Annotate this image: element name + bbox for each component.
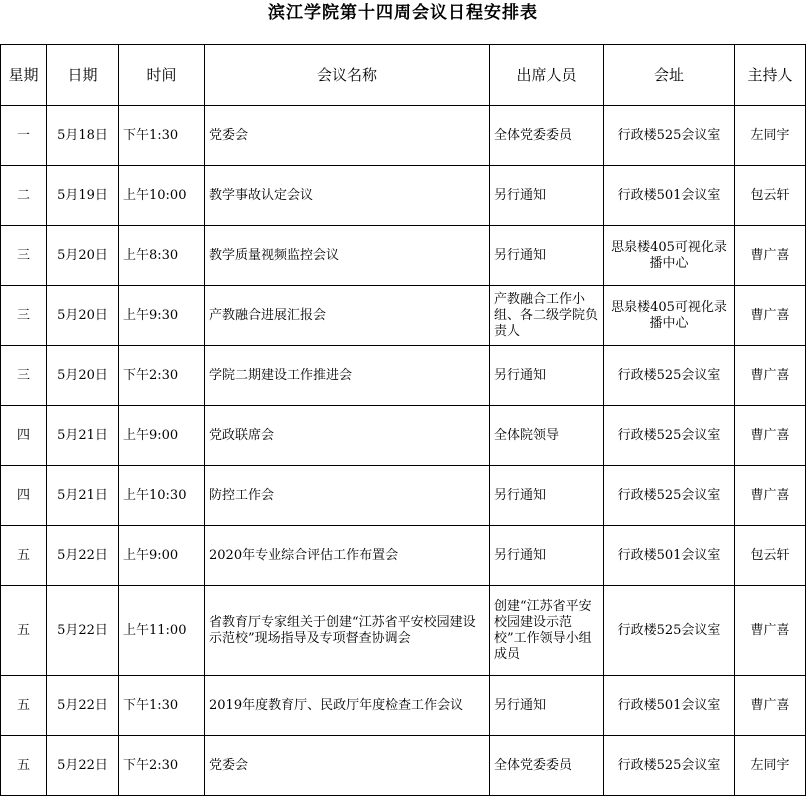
venue-cell: 行政楼525会议室 — [604, 466, 735, 526]
time-cell: 下午1:30 — [119, 676, 205, 736]
weekday-cell: 三 — [1, 226, 47, 286]
col-header-date: 日期 — [47, 45, 119, 106]
table-row — [1, 286, 806, 346]
time-cell: 下午1:30 — [119, 106, 205, 166]
host-cell: 曹广喜 — [735, 586, 806, 676]
col-header-venue: 会址 — [604, 45, 735, 106]
attendees-cell: 另行通知 — [490, 676, 604, 736]
time-cell: 上午8:30 — [119, 226, 205, 286]
meeting-name-cell: 党委会 — [205, 106, 490, 166]
header-row — [1, 45, 806, 106]
table-row — [1, 466, 806, 526]
time-cell: 下午2:30 — [119, 736, 205, 796]
table-row — [1, 676, 806, 736]
host-cell: 左同宇 — [735, 736, 806, 796]
attendees-cell: 创建“江苏省平安校园建设示范校”工作领导小组成员 — [490, 586, 604, 676]
weekday-cell: 五 — [1, 586, 47, 676]
meeting-name-cell: 教学质量视频监控会议 — [205, 226, 490, 286]
date-cell: 5月21日 — [47, 406, 119, 466]
attendees-cell: 产教融合工作小组、各二级学院负责人 — [490, 286, 604, 346]
table-row — [1, 226, 806, 286]
host-cell: 曹广喜 — [735, 226, 806, 286]
schedule-table — [0, 44, 806, 796]
weekday-cell: 四 — [1, 406, 47, 466]
attendees-cell: 另行通知 — [490, 466, 604, 526]
attendees-cell: 全体党委委员 — [490, 106, 604, 166]
meeting-name-cell: 省教育厅专家组关于创建“江苏省平安校园建设示范校”现场指导及专项督查协调会 — [205, 586, 490, 676]
weekday-cell: 五 — [1, 526, 47, 586]
weekday-cell: 三 — [1, 286, 47, 346]
host-cell: 曹广喜 — [735, 466, 806, 526]
attendees-cell: 全体院领导 — [490, 406, 604, 466]
attendees-cell: 另行通知 — [490, 226, 604, 286]
weekday-cell: 五 — [1, 736, 47, 796]
time-cell: 上午10:00 — [119, 166, 205, 226]
host-cell: 曹广喜 — [735, 406, 806, 466]
time-cell: 上午9:00 — [119, 406, 205, 466]
table-row — [1, 736, 806, 796]
date-cell: 5月22日 — [47, 526, 119, 586]
venue-cell: 思泉楼405可视化录播中心 — [604, 286, 735, 346]
host-cell: 曹广喜 — [735, 286, 806, 346]
attendees-cell: 另行通知 — [490, 526, 604, 586]
meeting-name-cell: 2020年专业综合评估工作布置会 — [205, 526, 490, 586]
date-cell: 5月20日 — [47, 226, 119, 286]
table-row — [1, 346, 806, 406]
table-row — [1, 406, 806, 466]
meeting-name-cell: 2019年度教育厅、民政厅年度检查工作会议 — [205, 676, 490, 736]
page-title: 滨江学院第十四周会议日程安排表 — [268, 3, 538, 23]
venue-cell: 行政楼501会议室 — [604, 166, 735, 226]
time-cell: 上午11:00 — [119, 586, 205, 676]
meeting-name-cell: 教学事故认定会议 — [205, 166, 490, 226]
date-cell: 5月22日 — [47, 736, 119, 796]
time-cell: 上午10:30 — [119, 466, 205, 526]
date-cell: 5月20日 — [47, 286, 119, 346]
venue-cell: 行政楼525会议室 — [604, 586, 735, 676]
host-cell: 包云轩 — [735, 166, 806, 226]
venue-cell: 行政楼525会议室 — [604, 736, 735, 796]
weekday-cell: 二 — [1, 166, 47, 226]
venue-cell: 行政楼525会议室 — [604, 106, 735, 166]
meeting-name-cell: 学院二期建设工作推进会 — [205, 346, 490, 406]
attendees-cell: 全体党委委员 — [490, 736, 604, 796]
time-cell: 上午9:00 — [119, 526, 205, 586]
time-cell: 上午9:30 — [119, 286, 205, 346]
col-header-host: 主持人 — [735, 45, 806, 106]
date-cell: 5月22日 — [47, 676, 119, 736]
host-cell: 左同宇 — [735, 106, 806, 166]
venue-cell: 行政楼525会议室 — [604, 346, 735, 406]
venue-cell: 行政楼501会议室 — [604, 676, 735, 736]
host-cell: 曹广喜 — [735, 346, 806, 406]
attendees-cell: 另行通知 — [490, 346, 604, 406]
time-cell: 下午2:30 — [119, 346, 205, 406]
weekday-cell: 一 — [1, 106, 47, 166]
col-header-time: 时间 — [119, 45, 205, 106]
host-cell: 包云轩 — [735, 526, 806, 586]
venue-cell: 行政楼501会议室 — [604, 526, 735, 586]
weekday-cell: 三 — [1, 346, 47, 406]
col-header-attendees: 出席人员 — [490, 45, 604, 106]
date-cell: 5月18日 — [47, 106, 119, 166]
col-header-weekday: 星期 — [1, 45, 47, 106]
col-header-meeting-name: 会议名称 — [205, 45, 490, 106]
weekday-cell: 五 — [1, 676, 47, 736]
weekday-cell: 四 — [1, 466, 47, 526]
venue-cell: 行政楼525会议室 — [604, 406, 735, 466]
meeting-name-cell: 党政联席会 — [205, 406, 490, 466]
venue-cell: 思泉楼405可视化录播中心 — [604, 226, 735, 286]
date-cell: 5月20日 — [47, 346, 119, 406]
table-row — [1, 526, 806, 586]
date-cell: 5月22日 — [47, 586, 119, 676]
host-cell: 曹广喜 — [735, 676, 806, 736]
date-cell: 5月21日 — [47, 466, 119, 526]
table-row — [1, 106, 806, 166]
meeting-name-cell: 防控工作会 — [205, 466, 490, 526]
meeting-name-cell: 党委会 — [205, 736, 490, 796]
date-cell: 5月19日 — [47, 166, 119, 226]
attendees-cell: 另行通知 — [490, 166, 604, 226]
table-row — [1, 166, 806, 226]
meeting-name-cell: 产教融合进展汇报会 — [205, 286, 490, 346]
table-row — [1, 586, 806, 676]
